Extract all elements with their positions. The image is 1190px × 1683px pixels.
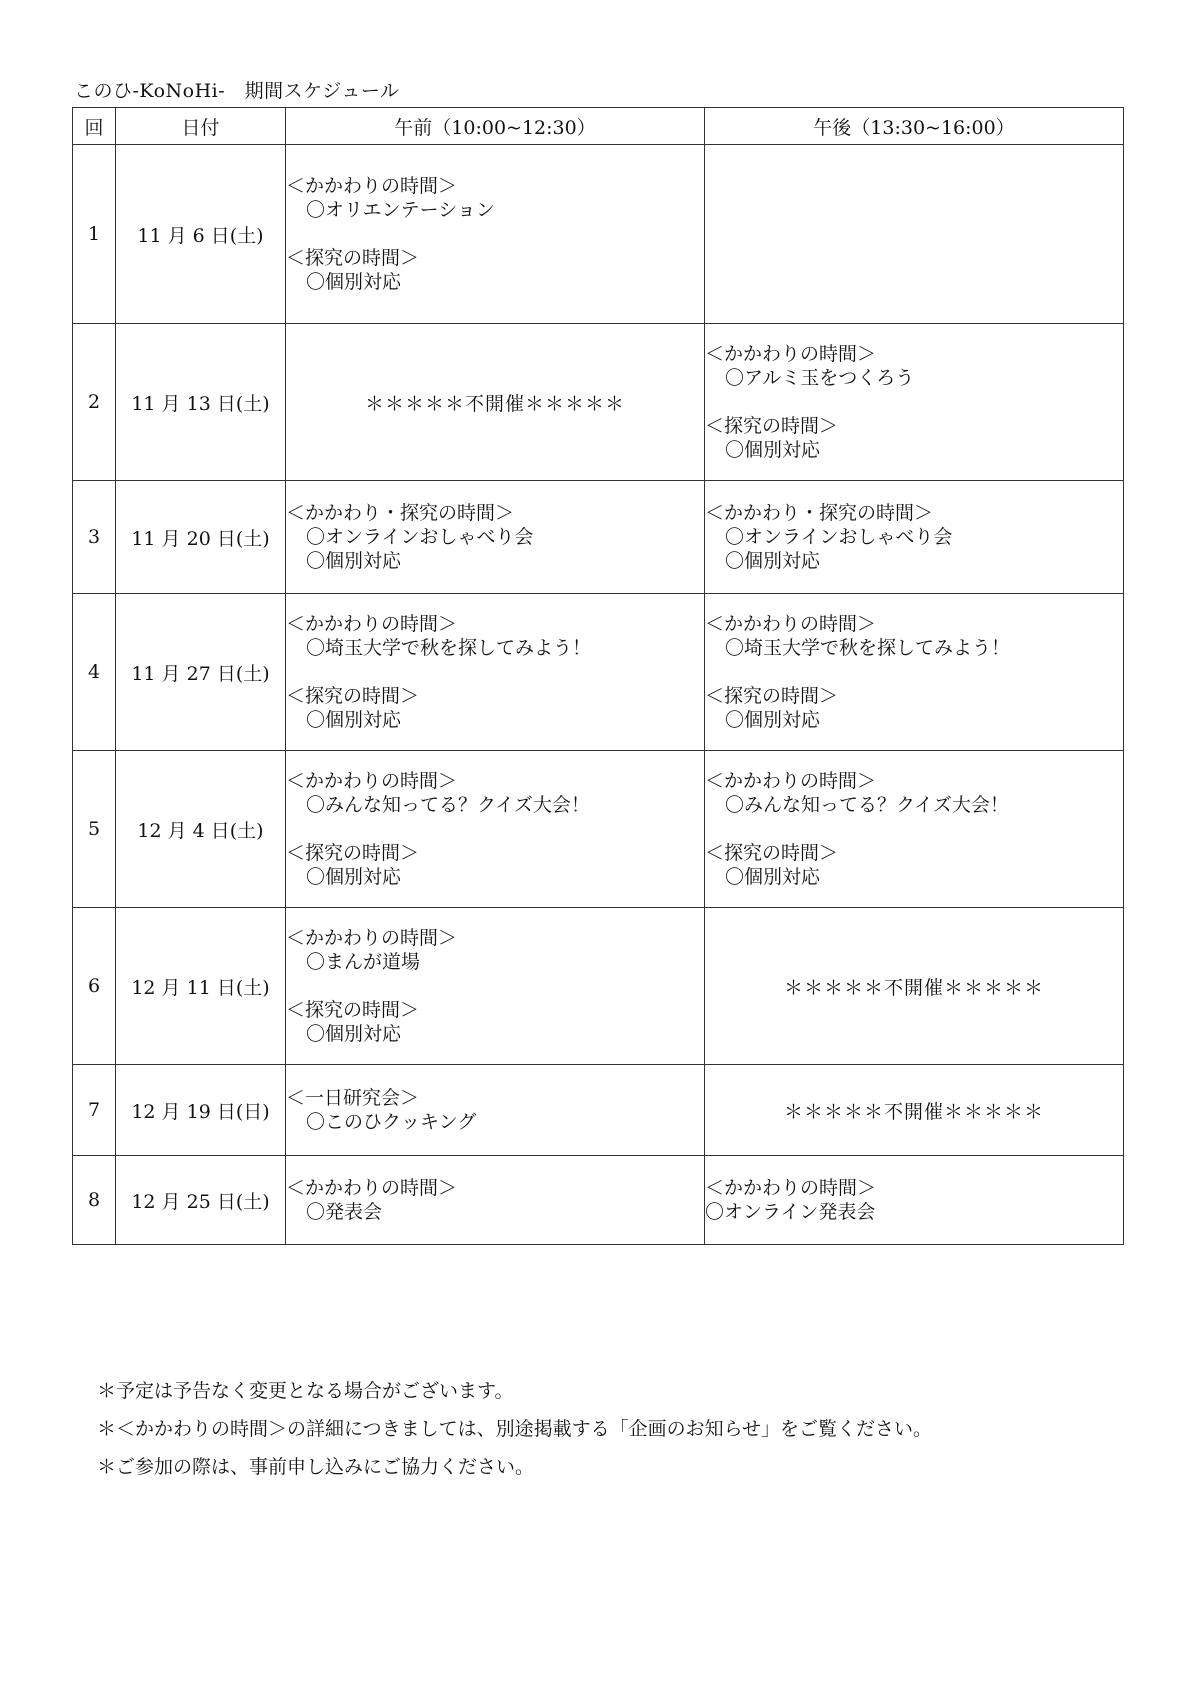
session-date: 11 月 6 日(土) [116,145,286,324]
session-category: ＜探究の時間＞ [705,842,839,864]
session-block [286,246,704,294]
schedule-body [73,145,1124,1245]
session-number: 5 [73,751,116,908]
session-block [286,684,704,732]
note-item: ＊＜かかわりの時間＞の詳細につきましては、別途掲載する「企画のお知らせ」をご覧ください。 [97,1418,933,1440]
session-block [705,841,1123,889]
session-number: 7 [73,1065,116,1156]
session-number: 3 [73,481,116,594]
afternoon-slot [705,751,1124,908]
page-title: このひ-KoNoHi- 期間スケジュール [74,80,400,102]
session-category: ＜かかわりの時間＞ [286,613,458,635]
session-date: 12 月 11 日(土) [116,908,286,1065]
closed-notice: ＊＊＊＊＊不開催＊＊＊＊＊ [783,976,1044,999]
table-row [73,324,1124,481]
morning-slot [286,481,705,594]
session-date: 12 月 19 日(日) [116,1065,286,1156]
session-category: ＜探究の時間＞ [705,415,839,437]
session-category: ＜探究の時間＞ [286,685,420,707]
notes [97,1372,932,1486]
session-block [286,174,704,222]
morning-slot [286,751,705,908]
session-date: 12 月 25 日(土) [116,1156,286,1245]
session-activity: 〇オリエンテーション [306,199,495,221]
session-category: ＜探究の時間＞ [705,685,839,707]
closed-notice: ＊＊＊＊＊不開催＊＊＊＊＊ [783,1100,1044,1123]
header-afternoon: 午後（13:30~16:00） [705,108,1124,145]
session-activity: 〇みんな知ってる？クイズ大会！ [306,794,590,816]
session-category: ＜かかわりの時間＞ [286,770,458,792]
session-block [705,684,1123,732]
header-date: 日付 [116,108,286,145]
session-activity: 〇個別対応 [725,439,821,461]
session-number: 4 [73,594,116,751]
session-category: ＜かかわりの時間＞ [705,1177,877,1199]
morning-slot [286,1156,705,1245]
session-block [286,998,704,1046]
closed-notice: ＊＊＊＊＊不開催＊＊＊＊＊ [364,392,625,415]
afternoon-slot [705,1156,1124,1245]
session-activity: 〇埼玉大学で秋を探してみよう！ [725,637,1011,659]
afternoon-slot [705,145,1124,324]
session-category: ＜かかわりの時間＞ [286,1177,458,1199]
table-row [73,1156,1124,1245]
session-activity: 〇オンライン発表会 [705,1201,876,1223]
afternoon-slot [705,594,1124,751]
session-block [286,1086,704,1134]
session-activity: 〇埼玉大学で秋を探してみよう！ [306,637,592,659]
session-category: ＜かかわりの時間＞ [286,175,458,197]
table-row [73,1065,1124,1156]
session-activity: 〇このひクッキング [306,1111,477,1133]
session-activity: 〇個別対応 [306,271,402,293]
table-row [73,594,1124,751]
session-activity: 〇個別対応 [306,550,402,572]
header-no: 回 [73,108,116,145]
session-category: ＜かかわり・探究の時間＞ [705,502,934,524]
session-block [705,414,1123,462]
afternoon-slot [705,908,1124,1065]
session-date: 12 月 4 日(土) [116,751,286,908]
table-header-row [73,108,1124,145]
session-category: ＜一日研究会＞ [286,1087,420,1109]
session-date: 11 月 27 日(土) [116,594,286,751]
session-number: 8 [73,1156,116,1245]
session-activity: 〇アルミ玉をつくろう [725,367,915,389]
session-activity: 〇オンラインおしゃべり会 [306,526,534,548]
session-block [286,501,704,573]
session-block [286,926,704,974]
afternoon-slot [705,481,1124,594]
morning-slot [286,594,705,751]
morning-slot [286,1065,705,1156]
session-category: ＜探究の時間＞ [286,999,420,1021]
session-block [286,1176,704,1224]
session-activity: 〇個別対応 [306,709,402,731]
morning-slot [286,908,705,1065]
session-category: ＜かかわり・探究の時間＞ [286,502,515,524]
session-block [705,501,1123,573]
schedule-table [72,107,1124,1245]
session-number: 6 [73,908,116,1065]
note-item: ＊ご参加の際は、事前申し込みにご協力ください。 [97,1456,535,1478]
session-category: ＜探究の時間＞ [286,247,420,269]
morning-slot [286,324,705,481]
session-block [286,769,704,817]
table-row [73,908,1124,1065]
session-category: ＜かかわりの時間＞ [286,927,458,949]
session-date: 11 月 13 日(土) [116,324,286,481]
session-date: 11 月 20 日(土) [116,481,286,594]
session-block [705,769,1123,817]
session-block [286,612,704,660]
session-block [286,841,704,889]
session-category: ＜かかわりの時間＞ [705,343,877,365]
session-category: ＜かかわりの時間＞ [705,613,877,635]
header-morning: 午前（10:00~12:30） [286,108,705,145]
morning-slot [286,145,705,324]
session-block [705,1176,1123,1224]
afternoon-slot [705,324,1124,481]
session-block [705,342,1123,390]
session-number: 1 [73,145,116,324]
table-row [73,751,1124,908]
session-category: ＜かかわりの時間＞ [705,770,877,792]
session-block [705,612,1123,660]
afternoon-slot [705,1065,1124,1156]
session-activity: 〇まんが道場 [306,951,421,973]
session-activity: 〇みんな知ってる？クイズ大会！ [725,794,1009,816]
session-category: ＜探究の時間＞ [286,842,420,864]
session-activity: 〇発表会 [306,1201,383,1223]
session-activity: 〇オンラインおしゃべり会 [725,526,953,548]
session-number: 2 [73,324,116,481]
note-item: ＊予定は予告なく変更となる場合がございます。 [97,1380,514,1402]
table-row [73,145,1124,324]
session-activity: 〇個別対応 [306,866,402,888]
session-activity: 〇個別対応 [725,550,821,572]
session-activity: 〇個別対応 [725,709,821,731]
session-activity: 〇個別対応 [306,1023,402,1045]
session-activity: 〇個別対応 [725,866,821,888]
table-row [73,481,1124,594]
